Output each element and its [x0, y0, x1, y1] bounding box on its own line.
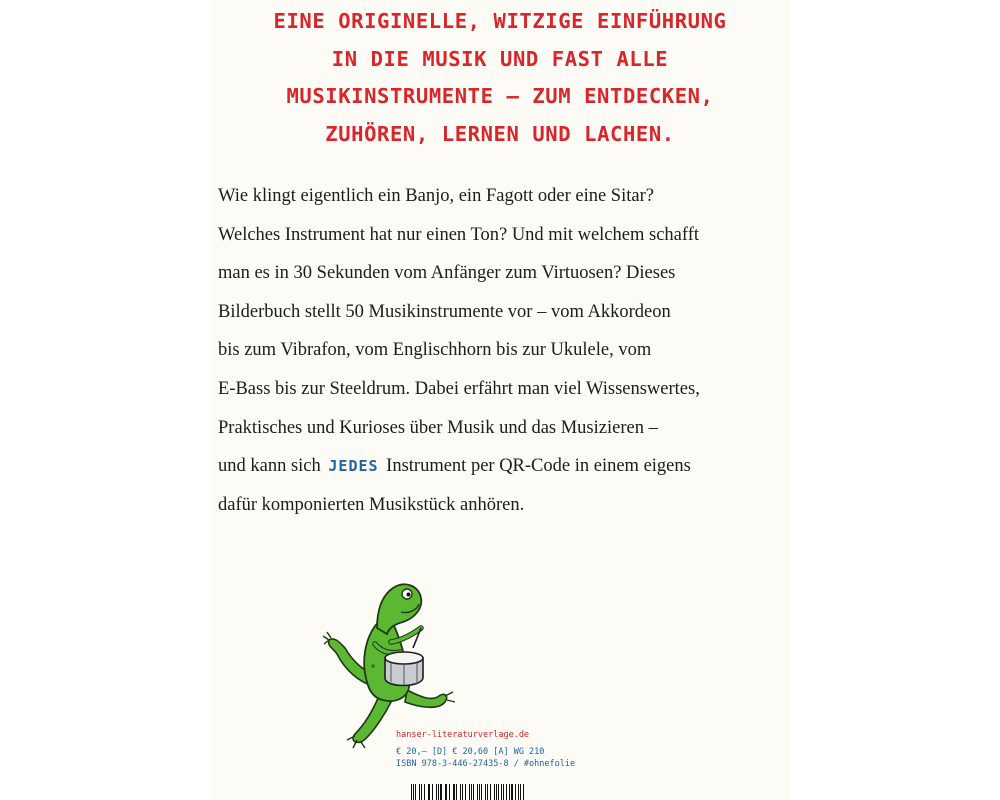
blurb-line: dafür komponierten Musikstück anhören. [218, 494, 525, 515]
barcode-bar [473, 784, 474, 800]
barcode-bar [494, 784, 495, 800]
blurb-line: Bilderbuch stellt 50 Musikinstrumente vor – vom Akkordeon [218, 301, 671, 322]
barcode-bar [421, 784, 422, 800]
barcode-bar [432, 784, 433, 800]
barcode-bar [501, 784, 502, 800]
barcode-bar [456, 784, 457, 800]
blurb-line: Wie klingt eigentlich ein Banjo, ein Fagott oder eine Sitar? [218, 186, 654, 206]
barcode [411, 784, 526, 800]
headline-line: MUSIKINSTRUMENTE – ZUM ENTDECKEN, [286, 84, 714, 109]
headline-line: IN DIE MUSIK UND FAST ALLE [331, 46, 669, 71]
blurb-line: man es in 30 Sekunden vom Anfänger zum Virtuosen? Dieses [218, 263, 676, 284]
headline-line: EINE ORIGINELLE, WITZIGE EINFÜHRUNG [273, 9, 727, 33]
barcode-bar [449, 784, 450, 800]
blurb-line [218, 447, 783, 486]
barcode-bar [485, 784, 486, 800]
headline-line: ZUHÖREN, LERNEN UND LACHEN. [325, 122, 675, 147]
barcode-bar [511, 784, 512, 800]
barcode-bar [436, 784, 437, 800]
isbn-line: ISBN 978-3-446-27435-8 / #ohnefolie [396, 759, 576, 769]
barcode-bar [487, 784, 488, 800]
blurb-line: Welches Instrument hat nur einen Ton? Und mit welchem schafft [218, 224, 699, 245]
price-line: € 20,– [D] € 20,60 [A] WG 210 [396, 747, 545, 757]
barcode-bar [440, 784, 441, 800]
frog-drummer-icon [321, 578, 461, 750]
imprint [396, 729, 596, 770]
blurb-text [218, 177, 783, 524]
headline [211, 0, 789, 154]
barcode-bar [520, 784, 521, 800]
book-back-cover [211, 0, 789, 800]
barcode-bar [411, 784, 412, 800]
barcode-bar [465, 784, 466, 800]
blurb-line-part: und kann sich [218, 456, 321, 477]
barcode-bar [460, 784, 461, 800]
barcode-bar [509, 784, 510, 800]
blurb-line: bis zum Vibrafon, vom Englischhorn bis zur Ukulele, vom [218, 340, 652, 361]
barcode-bar [419, 784, 420, 800]
blurb-line-part: Instrument per QR-Code in einem eigens [386, 456, 691, 477]
publisher-url[interactable]: hanser-literaturverlage.de [396, 730, 530, 740]
emphasis-word: JEDES [328, 457, 379, 476]
blurb-line: E-Bass bis zur Steeldrum. Dabei erfährt man viel Wissenswertes, [218, 378, 700, 399]
snare-drum-icon [385, 652, 423, 686]
blurb-line: Praktisches und Kurioses über Musik und das Musizieren – [218, 417, 658, 438]
